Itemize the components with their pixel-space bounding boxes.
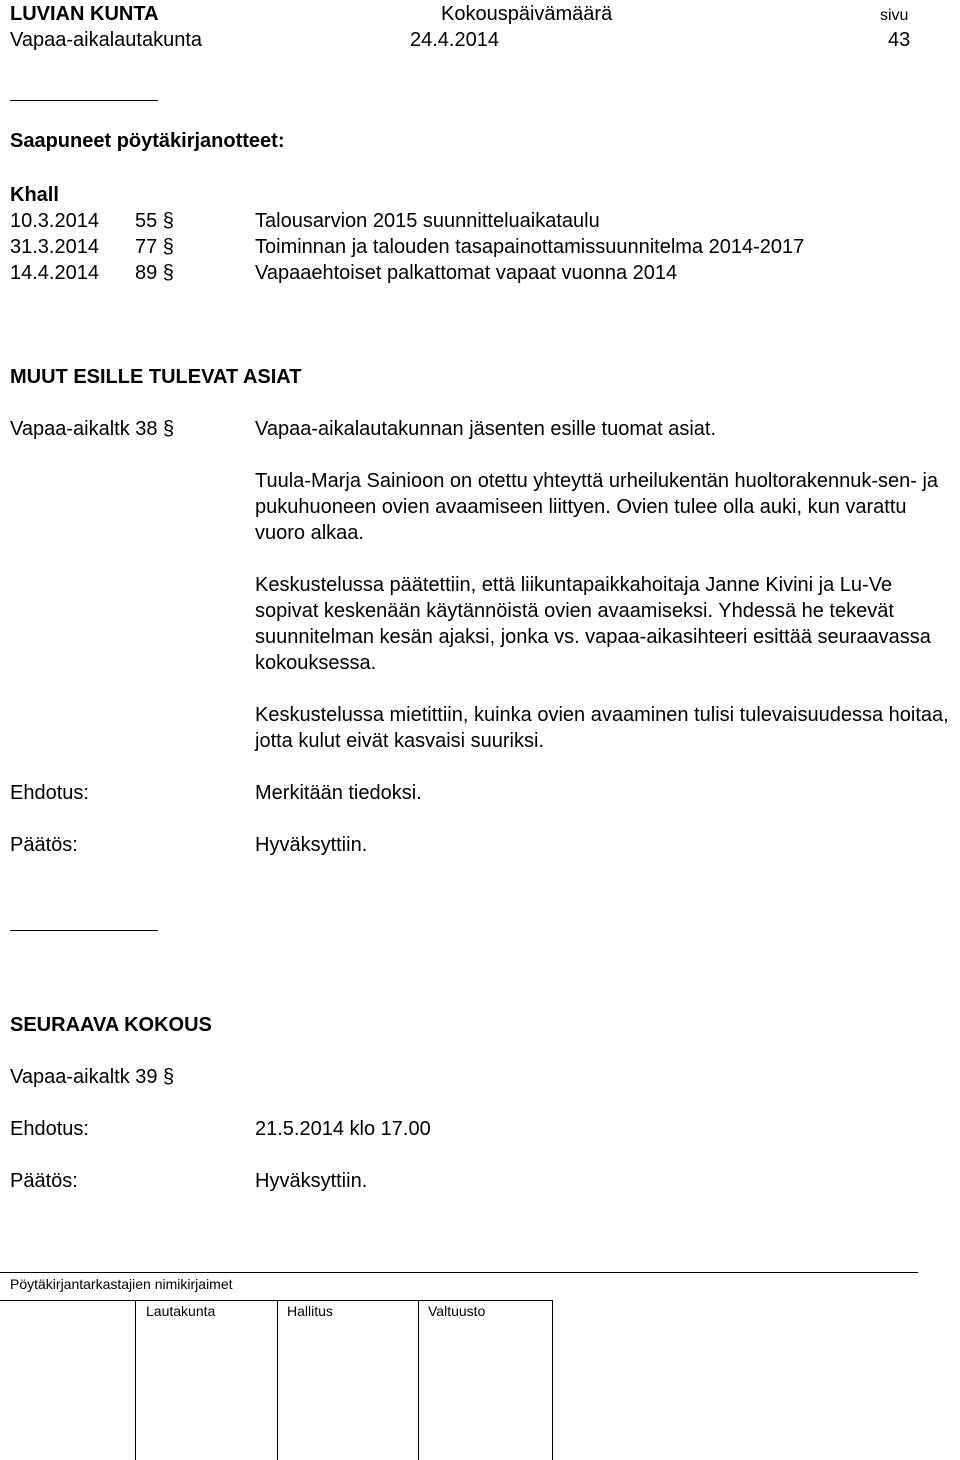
- received-item-text: Talousarvion 2015 suunnitteluaikataulu: [255, 210, 600, 232]
- footer-divider: [277, 1300, 278, 1460]
- received-item-date: 31.3.2014: [10, 236, 99, 258]
- organization-name: LUVIAN KUNTA: [10, 3, 159, 25]
- received-item-date: 10.3.2014: [10, 210, 99, 232]
- decision-text: Hyväksyttiin.: [255, 1170, 368, 1192]
- proposal-label: Ehdotus:: [10, 782, 89, 804]
- footer-col-committee: Lautakunta: [146, 1303, 216, 1319]
- received-item-section: 55 §: [135, 210, 174, 232]
- decision-text: Hyväksyttiin.: [255, 834, 368, 856]
- footer-divider: [135, 1300, 136, 1460]
- received-group: Khall: [10, 184, 59, 206]
- paragraph: Keskustelussa päätettiin, että liikuntapaikkahoitaja Janne Kivini ja Lu-Ve sopivat keskenään käytännöistä ovien avaamiseksi. Yhdessä he tekevät suunnitelman kesän ajaksi, jonka vs. vapaa-aikasihteeri esittää seuraavassa kokouksessa.: [255, 574, 931, 674]
- proposal-text: Merkitään tiedoksi.: [255, 782, 422, 804]
- received-item-text: Vapaaehtoiset palkattomat vapaat vuonna 2014: [255, 262, 678, 284]
- proposal-text: 21.5.2014 klo 17.00: [255, 1118, 431, 1140]
- other-intro: Vapaa-aikalautakunnan jäsenten esille tuomat asiat.: [255, 418, 717, 440]
- section-divider: [10, 930, 158, 931]
- received-title: Saapuneet pöytäkirjanotteet:: [10, 130, 285, 152]
- footer-divider: [418, 1300, 419, 1460]
- received-item-section: 77 §: [135, 236, 174, 258]
- received-item-text: Toiminnan ja talouden tasapainottamissuunnitelma 2014-2017: [255, 236, 805, 258]
- committee-name: Vapaa-aikalautakunta: [10, 29, 202, 51]
- footer-divider: [552, 1300, 553, 1460]
- meeting-date: 24.4.2014: [410, 29, 499, 51]
- page-number: 43: [888, 29, 911, 51]
- meeting-date-label: Kokouspäivämäärä: [441, 3, 613, 25]
- footer-col-board: Hallitus: [287, 1303, 333, 1319]
- decision-label: Päätös:: [10, 1170, 78, 1192]
- paragraph: Tuula-Marja Sainioon on otettu yhteyttä urheilukentän huoltorakennuk-sen- ja pukuhuoneen ovien avaamiseen liittyen. Ovien tulee olla auki, kun varattu vuoro alkaa.: [255, 470, 939, 544]
- other-matters-title: MUUT ESILLE TULEVAT ASIAT: [10, 366, 302, 388]
- paragraph: Keskustelussa mietittiin, kuinka ovien avaaminen tulisi tulevaisuudessa hoitaa, jotta kulut eivät kasvaisi suuriksi.: [255, 704, 949, 752]
- section-reference: Vapaa-aikaltk 38 §: [10, 418, 175, 440]
- next-meeting-title: SEURAAVA KOKOUS: [10, 1014, 212, 1036]
- footer-col-council: Valtuusto: [428, 1303, 486, 1319]
- decision-label: Päätös:: [10, 834, 78, 856]
- received-item-date: 14.4.2014: [10, 262, 99, 284]
- section-reference: Vapaa-aikaltk 39 §: [10, 1066, 175, 1088]
- section-divider: [10, 100, 158, 101]
- footer-title-underline: [0, 1300, 552, 1301]
- footer-title: Pöytäkirjantarkastajien nimikirjaimet: [10, 1276, 233, 1292]
- footer-top-line: [0, 1272, 918, 1273]
- received-item-section: 89 §: [135, 262, 174, 284]
- page-label: sivu: [880, 7, 909, 24]
- proposal-label: Ehdotus:: [10, 1118, 89, 1140]
